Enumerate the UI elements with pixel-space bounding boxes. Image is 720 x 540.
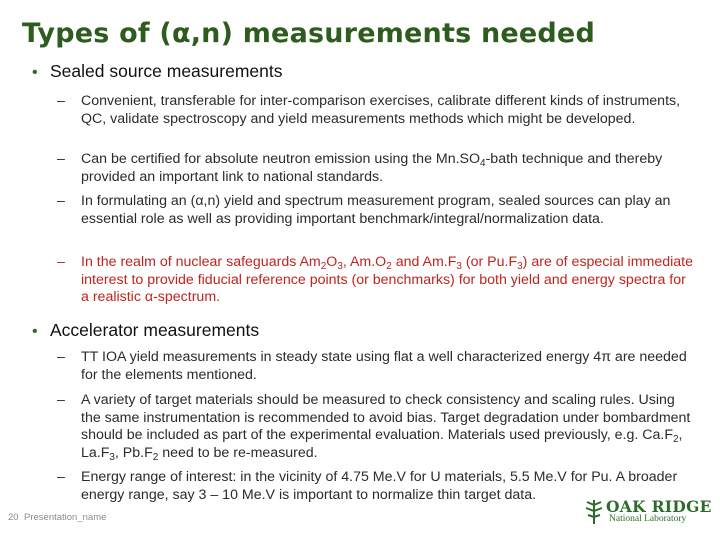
dash-icon: – (57, 151, 65, 167)
logo-name: OAK RIDGE (606, 497, 712, 516)
leaf-icon (584, 499, 604, 525)
section-heading-label: Accelerator measurements (50, 320, 260, 340)
page-number: 20 (8, 512, 19, 523)
list-item-highlighted (57, 254, 697, 307)
dash-icon: – (57, 392, 65, 408)
dash-icon: – (57, 254, 65, 270)
section-heading-label: Sealed source measurements (50, 61, 283, 81)
list-item-text: In the realm of nuclear safeguards $Am_2O_3$, $Am.O_2$ and $Am.F_3$ (or $Pu.F_3$) are of especial immediate interest to provide fiducial reference points (or benchmarks) for both yield and energy spectra for a realistic α-spectrum. (81, 254, 693, 305)
bullet-icon: • (32, 64, 38, 81)
section-heading-sealed (32, 61, 282, 82)
list-item (57, 349, 697, 384)
page-title: Types of (α,n) measurements needed (22, 18, 595, 49)
presentation-name: Presentation_name (24, 512, 107, 523)
dash-icon: – (57, 349, 65, 365)
list-item (57, 93, 697, 128)
dash-icon: – (57, 93, 65, 109)
list-item-text: A variety of target materials should be measured to check consistency and scaling rules. Using the same instrumentation is recommended to avoid bias. Target degradation under bombardment should be included as part of the experimental evaluation. Materials used previously, e.g. $Ca.F_2$, $La.F_3$, $Pb.F_2$ need to be re-measured. (81, 392, 691, 463)
list-item-text: Convenient, transferable for inter-comparison exercises, calibrate different kinds of instruments, QC, validate spectroscopy and yield measurements methods which might be developed. (81, 93, 681, 127)
list-item (57, 151, 697, 186)
list-item-text: In formulating an (α,n) yield and spectrum measurement program, sealed sources can play an essential role as well as providing important benchmark/integral/normalization data. (81, 193, 671, 227)
bullet-icon: • (32, 323, 38, 340)
list-item-text: TT IOA yield measurements in steady state using flat a well characterized energy 4π are needed for the elements mentioned. (81, 349, 687, 383)
dash-icon: – (57, 193, 65, 209)
dash-icon: – (57, 469, 65, 485)
logo-lab: National Laboratory (609, 514, 687, 524)
list-item-text: Can be certified for absolute neutron emission using the $Mn.SO_4$-bath technique and thereby provided an important link to national standards. (81, 151, 663, 185)
list-item (57, 392, 697, 462)
section-heading-accelerator (32, 320, 259, 341)
list-item (57, 193, 697, 228)
ornl-logo (584, 497, 712, 527)
footer (8, 512, 106, 523)
list-item-text: Energy range of interest: in the vicinity of 4.75 Me.V for U materials, 5.5 Me.V for Pu. A broader energy range, say 3 – 10 Me.V is important to normalize thin target data. (81, 469, 678, 503)
